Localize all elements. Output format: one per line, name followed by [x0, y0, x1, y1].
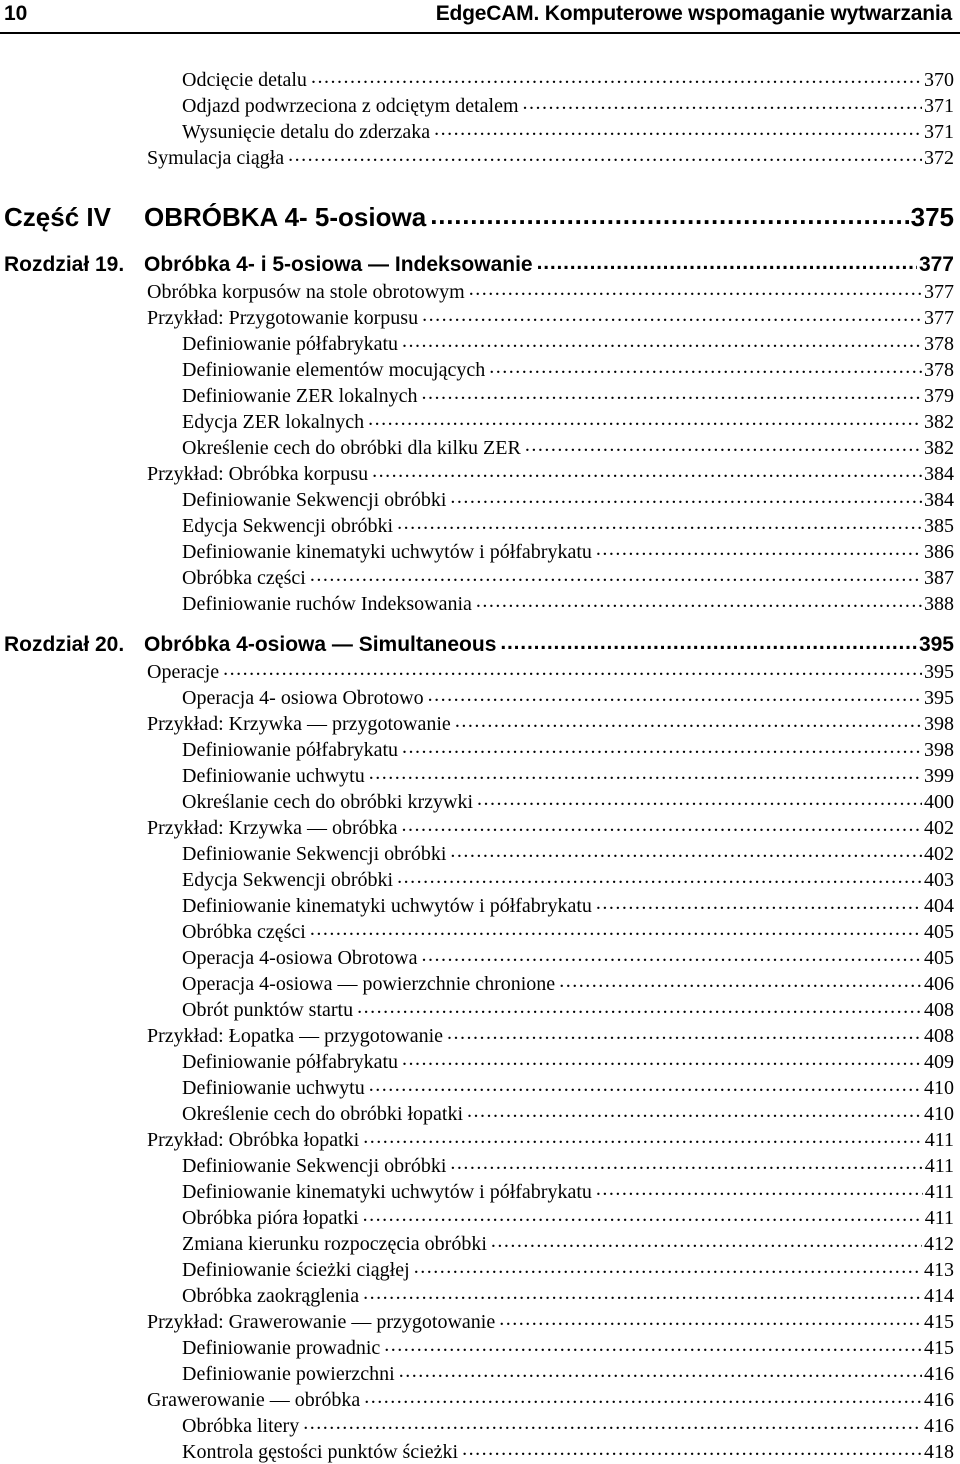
toc-entry-title: [182, 1415, 303, 1438]
toc-entry: [182, 382, 954, 408]
toc-page-number: 408: [924, 999, 954, 1021]
toc-page-number: 411: [924, 1207, 954, 1229]
toc-entry-text: Edycja Sekwencji obróbki: [182, 869, 394, 891]
toc-entry-title: [4, 633, 500, 657]
toc-page-number: 416: [924, 1415, 954, 1437]
toc-entry: [182, 408, 954, 434]
toc-entry-text: Definiowanie półfabrykatu: [182, 333, 399, 355]
toc-entry: [182, 970, 954, 996]
toc-page-number: 410: [924, 1077, 954, 1099]
toc-entry: [182, 1360, 954, 1386]
toc-entry-text: Obróbka zaokrąglenia: [182, 1285, 360, 1307]
toc-entry-title: [147, 463, 372, 486]
toc-page-number: 415: [924, 1337, 954, 1359]
toc-entry: [182, 1048, 954, 1074]
toc-page-number: 402: [924, 843, 954, 865]
toc-page-number: 409: [924, 1051, 954, 1073]
toc-entry: [147, 1022, 954, 1048]
toc-entry-title: [182, 411, 368, 434]
toc-entry: [182, 788, 954, 814]
toc-page-number: 379: [924, 385, 954, 407]
toc-entry-title: [182, 687, 428, 710]
toc-entry: [182, 538, 954, 564]
toc-entry: [182, 866, 954, 892]
dot-leader: [469, 278, 922, 298]
header-rule: [0, 32, 960, 34]
toc-entry-title: [147, 1311, 499, 1334]
toc-entry: [182, 1100, 954, 1126]
toc-entry-text: Przykład: Łopatka — przygotowanie: [147, 1025, 444, 1047]
toc-page-number: 395: [924, 687, 954, 709]
toc-page-number: 371: [924, 121, 954, 143]
toc-entry-title: [182, 947, 421, 970]
toc-entry: [182, 918, 954, 944]
toc-entry-text: Operacja 4-osiowa Obrotowa: [182, 947, 418, 969]
toc-page-number: 382: [924, 437, 954, 459]
toc-page-number: 377: [924, 281, 954, 303]
toc-entry-title: [182, 973, 559, 996]
toc-page-number: 411: [924, 1181, 954, 1203]
dot-leader: [402, 330, 922, 350]
toc-entry-text: Definiowanie prowadnic: [182, 1337, 381, 1359]
dot-leader: [462, 1438, 922, 1458]
toc-page-number: 406: [924, 973, 954, 995]
toc-page-number: 387: [924, 567, 954, 589]
toc-entry: [182, 434, 954, 460]
toc-page-number: 414: [924, 1285, 954, 1307]
dot-leader: [537, 250, 917, 271]
toc-page-number: 418: [924, 1441, 954, 1463]
toc-entry-title: [147, 817, 402, 840]
toc-entry: [147, 1126, 954, 1152]
toc-entry-title: [182, 921, 310, 944]
dot-leader: [384, 1334, 922, 1354]
toc-entry: [147, 1308, 954, 1334]
toc-entry: [182, 356, 954, 382]
dot-leader: [288, 144, 922, 164]
toc-entry-title: [182, 999, 357, 1022]
toc-entry: [182, 118, 954, 144]
toc-entry-text: Definiowanie Sekwencji obróbki: [182, 1155, 447, 1177]
toc-entry-text: Definiowanie powierzchni: [182, 1363, 395, 1385]
dot-leader: [397, 866, 922, 886]
toc-entry-text: Obróbka litery: [182, 1415, 300, 1437]
dot-leader: [310, 564, 922, 584]
toc-entry: [147, 1386, 954, 1412]
toc-page-number: 388: [924, 593, 954, 615]
toc-entry-text: Definiowanie elementów mocujących: [182, 359, 486, 381]
dot-leader: [421, 944, 922, 964]
toc-entry-text: Definiowanie ruchów Indeksowania: [182, 593, 472, 615]
toc-page-number: 395: [918, 633, 954, 656]
toc-entry: [182, 1438, 954, 1464]
toc-entry: [182, 1074, 954, 1100]
dot-leader: [402, 736, 922, 756]
toc-entry-text: Definiowanie półfabrykatu: [182, 739, 399, 761]
dot-leader: [399, 1360, 922, 1380]
toc-entry-title: [182, 869, 397, 892]
toc-page-number: 395: [924, 661, 954, 683]
page-number: 10: [4, 2, 28, 25]
dot-leader: [467, 1100, 922, 1120]
toc-part-entry: [4, 200, 954, 233]
toc-chapter-entry: [4, 630, 954, 657]
toc-entry-text: Obróbka 4- i 5-osiowa — Indeksowanie: [144, 253, 533, 276]
dot-leader: [447, 1022, 922, 1042]
toc-entry-text: Definiowanie uchwytu: [182, 765, 365, 787]
toc-page-number: 408: [924, 1025, 954, 1047]
toc-entry-title: [182, 765, 369, 788]
toc-entry-title: [182, 69, 311, 92]
dot-leader: [428, 684, 922, 704]
toc-entry-text: Definiowanie kinematyki uchwytów i półfabrykatu: [182, 541, 592, 563]
dot-leader: [450, 840, 922, 860]
dot-leader: [450, 1152, 922, 1172]
toc-entry: [147, 144, 954, 170]
toc-page-number: 404: [924, 895, 954, 917]
toc-entry-title: [147, 661, 223, 684]
toc-page-number: 413: [924, 1259, 954, 1281]
toc-entry-title: [182, 1259, 414, 1282]
toc-entry: [182, 564, 954, 590]
dot-leader: [430, 200, 908, 226]
toc-entry-text: Określenie cech do obróbki dla kilku ZER: [182, 437, 521, 459]
toc-entry: [182, 1282, 954, 1308]
toc-entry: [147, 304, 954, 330]
toc-entry-title: [182, 1051, 402, 1074]
dot-leader: [422, 304, 922, 324]
toc-entry-title: [182, 895, 596, 918]
toc-entry-title: [4, 253, 537, 277]
toc-entry-title: [182, 359, 489, 382]
toc-entry-title: [147, 307, 422, 330]
toc-entry-title: [4, 202, 430, 233]
dot-leader: [477, 788, 922, 808]
dot-leader: [476, 590, 922, 610]
toc-entry-text: Obróbka części: [182, 921, 306, 943]
dot-leader: [422, 382, 923, 402]
dot-leader: [450, 486, 922, 506]
toc-entry: [182, 762, 954, 788]
toc-entry-text: Edycja ZER lokalnych: [182, 411, 365, 433]
toc-page-number: 371: [924, 95, 954, 117]
dot-leader: [363, 1204, 923, 1224]
toc-entry: [182, 92, 954, 118]
toc-entry-title: [182, 1233, 491, 1256]
toc-page-number: 403: [924, 869, 954, 891]
toc-entry-title: [182, 1155, 450, 1178]
toc-entry-title: [182, 333, 402, 356]
toc-entry-text: Określenie cech do obróbki łopatki: [182, 1103, 464, 1125]
toc-entry-text: Zmiana kierunku rozpoczęcia obróbki: [182, 1233, 487, 1255]
toc-entry-text: Definiowanie kinematyki uchwytów i półfabrykatu: [182, 1181, 592, 1203]
dot-leader: [455, 710, 922, 730]
toc-page-number: 416: [924, 1389, 954, 1411]
toc-entry-title: [182, 791, 477, 814]
dot-leader: [596, 538, 922, 558]
toc-entry-text: Obróbka pióra łopatki: [182, 1207, 359, 1229]
toc-entry-text: Przykład: Przygotowanie korpusu: [147, 307, 419, 329]
toc-entry-text: Odjazd podwrzeciona z odciętym detalem: [182, 95, 519, 117]
dot-leader: [500, 630, 917, 651]
toc-entry-text: OBRÓBKA 4- 5-osiowa: [144, 202, 427, 232]
toc-page-number: 411: [924, 1129, 954, 1151]
toc-entry: [182, 486, 954, 512]
toc-entry-title: [147, 281, 469, 304]
dot-leader: [223, 658, 922, 678]
dot-leader: [311, 66, 922, 86]
toc-entry-text: Obróbka części: [182, 567, 306, 589]
toc-page-number: 384: [924, 463, 954, 485]
toc-page-number: 370: [924, 69, 954, 91]
toc-page-number: 385: [924, 515, 954, 537]
toc-entry-title: [182, 385, 422, 408]
toc-entry: [182, 1204, 954, 1230]
dot-leader: [397, 512, 922, 532]
toc-entry: [182, 66, 954, 92]
toc-entry-title: [182, 1103, 467, 1126]
toc-page-number: 375: [910, 202, 954, 232]
toc-entry-text: Symulacja ciągła: [147, 147, 285, 169]
dot-leader: [523, 92, 922, 112]
toc-entry-title: [182, 739, 402, 762]
toc-entry: [182, 996, 954, 1022]
toc-entry-text: Kontrola gęstości punktów ścieżki: [182, 1441, 459, 1463]
toc-entry: [182, 1178, 954, 1204]
dot-leader: [596, 892, 922, 912]
toc-entry-text: Definiowanie ZER lokalnych: [182, 385, 418, 407]
dot-leader: [402, 814, 923, 834]
toc-entry-text: Operacje: [147, 661, 220, 683]
toc-entry-label: Rozdział 19.: [4, 253, 125, 276]
toc-page-number: 405: [924, 921, 954, 943]
dot-leader: [402, 1048, 922, 1068]
toc-entry: [182, 1412, 954, 1438]
dot-leader: [310, 918, 922, 938]
toc-entry-title: [182, 1181, 596, 1204]
toc-entry-title: [182, 515, 397, 538]
dot-leader: [357, 996, 922, 1016]
toc-page-number: 377: [924, 307, 954, 329]
toc-entry-title: [182, 1363, 399, 1386]
toc-entry: [182, 330, 954, 356]
dot-leader: [372, 460, 922, 480]
toc-entry-title: [182, 489, 450, 512]
toc-entry-text: Przykład: Grawerowanie — przygotowanie: [147, 1311, 496, 1333]
toc-entry-text: Odcięcie detalu: [182, 69, 307, 91]
toc-entry-title: [147, 147, 288, 170]
dot-leader: [363, 1282, 922, 1302]
dot-leader: [303, 1412, 922, 1432]
toc-entry-title: [182, 843, 450, 866]
toc-entry-text: Definiowanie Sekwencji obróbki: [182, 489, 447, 511]
toc-page-number: 382: [924, 411, 954, 433]
toc-entry: [182, 840, 954, 866]
toc-entry-text: Obróbka korpusów na stole obrotowym: [147, 281, 465, 303]
toc-entry-title: [147, 1025, 447, 1048]
toc-entry: [182, 1152, 954, 1178]
toc-entry: [182, 1230, 954, 1256]
toc-entry: [182, 512, 954, 538]
toc-entry-title: [182, 1441, 462, 1464]
toc-entry-title: [182, 1285, 363, 1308]
toc-entry-text: Grawerowanie — obróbka: [147, 1389, 361, 1411]
toc-entry-text: Operacja 4-osiowa — powierzchnie chronione: [182, 973, 556, 995]
toc-entry: [182, 944, 954, 970]
toc-entry-text: Przykład: Obróbka łopatki: [147, 1129, 360, 1151]
toc-entry: [147, 814, 954, 840]
toc-page-number: 402: [924, 817, 954, 839]
toc-entry: [147, 460, 954, 486]
toc-page-number: 412: [924, 1233, 954, 1255]
toc-entry: [182, 736, 954, 762]
toc-entry: [147, 658, 954, 684]
toc-chapter-entry: [4, 250, 954, 277]
toc-entry: [182, 1334, 954, 1360]
toc-page-number: 405: [924, 947, 954, 969]
toc-entry-text: Przykład: Obróbka korpusu: [147, 463, 369, 485]
toc-entry-text: Przykład: Krzywka — obróbka: [147, 817, 398, 839]
toc-entry-title: [147, 1389, 364, 1412]
toc-entry-title: [182, 567, 310, 590]
toc-entry: [147, 278, 954, 304]
toc-page-number: 372: [924, 147, 954, 169]
toc-page-number: 416: [924, 1363, 954, 1385]
toc-entry-text: Definiowanie półfabrykatu: [182, 1051, 399, 1073]
toc-page-number: 415: [924, 1311, 954, 1333]
toc-page-number: 378: [924, 359, 954, 381]
toc-page-number: 386: [924, 541, 954, 563]
toc-entry: [182, 684, 954, 710]
toc-entry: [147, 710, 954, 736]
toc-entry-title: [182, 593, 476, 616]
toc-entry-text: Definiowanie kinematyki uchwytów i półfabrykatu: [182, 895, 592, 917]
toc-entry: [182, 892, 954, 918]
dot-leader: [368, 408, 922, 428]
toc-entry-text: Wysunięcie detalu do zderzaka: [182, 121, 431, 143]
dot-leader: [489, 356, 922, 376]
dot-leader: [363, 1126, 923, 1146]
dot-leader: [491, 1230, 922, 1250]
toc-entry: [182, 1256, 954, 1282]
dot-leader: [369, 1074, 922, 1094]
toc-page-number: 398: [924, 713, 954, 735]
toc-page-number: 377: [918, 253, 954, 276]
toc-entry-text: Obrót punktów startu: [182, 999, 354, 1021]
toc-entry-text: Definiowanie uchwytu: [182, 1077, 365, 1099]
toc-entry-title: [182, 95, 523, 118]
toc-entry-title: [182, 121, 434, 144]
toc-entry-title: [147, 713, 455, 736]
dot-leader: [525, 434, 922, 454]
toc-entry: [182, 590, 954, 616]
toc-entry-text: Definiowanie ścieżki ciągłej: [182, 1259, 410, 1281]
toc-entry-title: [182, 1077, 369, 1100]
toc-entry-text: Obróbka 4-osiowa — Simultaneous: [144, 633, 497, 656]
toc-page-number: 411: [924, 1155, 954, 1177]
toc-page-number: 400: [924, 791, 954, 813]
toc-page-number: 398: [924, 739, 954, 761]
toc-entry-title: [182, 437, 525, 460]
toc-entry-text: Określanie cech do obróbki krzywki: [182, 791, 474, 813]
toc-entry-title: [182, 541, 596, 564]
toc-page-number: 384: [924, 489, 954, 511]
dot-leader: [369, 762, 922, 782]
dot-leader: [499, 1308, 922, 1328]
toc-entry-text: Przykład: Krzywka — przygotowanie: [147, 713, 451, 735]
dot-leader: [559, 970, 922, 990]
toc-entry-text: Edycja Sekwencji obróbki: [182, 515, 394, 537]
toc-page-number: 378: [924, 333, 954, 355]
toc-page-number: 410: [924, 1103, 954, 1125]
toc-entry-title: [182, 1207, 363, 1230]
toc-page-number: 399: [924, 765, 954, 787]
toc-entry-label: Część IV: [4, 202, 111, 232]
dot-leader: [434, 118, 922, 138]
dot-leader: [364, 1386, 922, 1406]
toc-entry-title: [182, 1337, 384, 1360]
page-header: [0, 0, 960, 36]
toc-entry-label: Rozdział 20.: [4, 633, 125, 656]
toc-entry-title: [147, 1129, 363, 1152]
toc-entry-text: Definiowanie Sekwencji obróbki: [182, 843, 447, 865]
toc-entry-text: Operacja 4- osiowa Obrotowo: [182, 687, 424, 709]
book-title: EdgeCAM. Komputerowe wspomaganie wytwarzania: [435, 2, 952, 25]
dot-leader: [596, 1178, 923, 1198]
dot-leader: [414, 1256, 922, 1276]
